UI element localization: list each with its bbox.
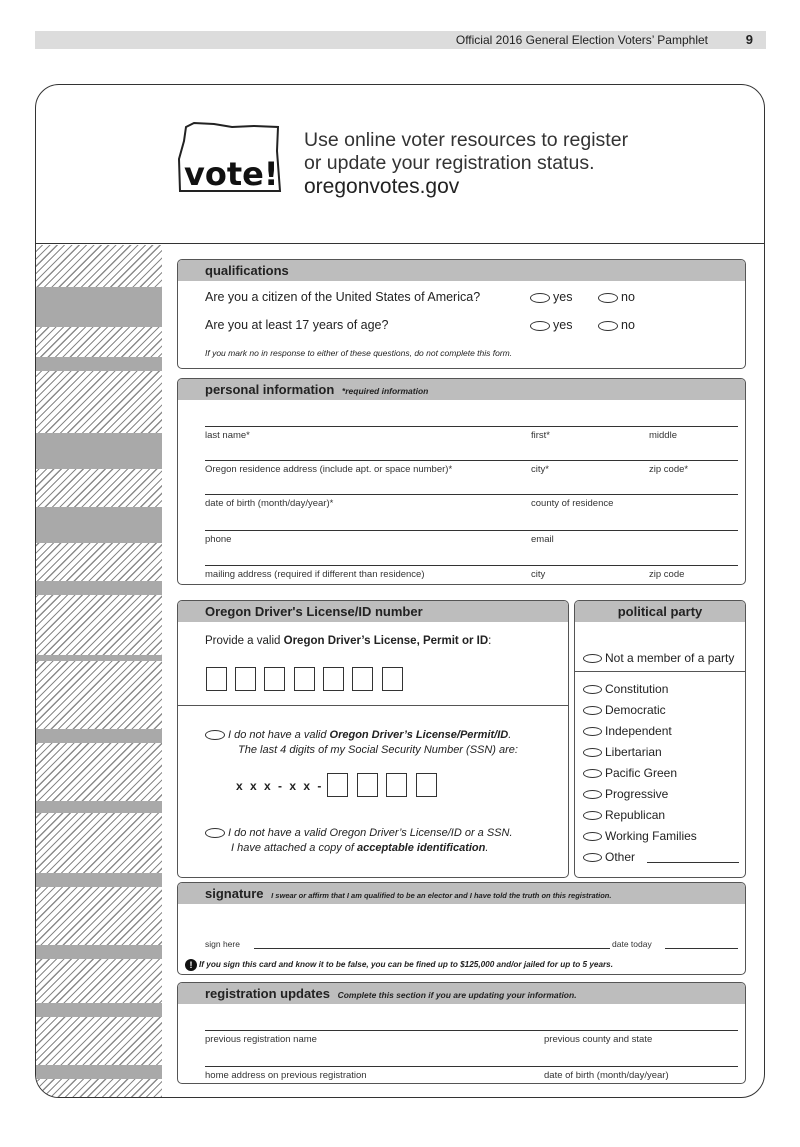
- prev-dob-label: date of birth (month/day/year): [544, 1070, 669, 1081]
- intro-text: [304, 129, 628, 198]
- mailing-zip-label: zip code: [649, 569, 685, 580]
- party-libertarian[interactable]: Libertarian: [583, 745, 662, 759]
- license-digit-box[interactable]: [294, 667, 315, 691]
- license-digit-box[interactable]: [235, 667, 256, 691]
- ssn-digit-box[interactable]: [357, 773, 378, 797]
- license-title: Oregon Driver's License/ID number: [178, 601, 568, 622]
- email-label: email: [531, 534, 554, 545]
- license-digit-box[interactable]: [264, 667, 285, 691]
- page-number: 9: [745, 32, 753, 47]
- no-license-option[interactable]: I do not have a valid Oregon Driver’s License/Permit/ID. The last 4 digits of my Social Security Number (SSN) are:: [205, 728, 518, 758]
- home-address-label: home address on previous registration: [205, 1070, 367, 1081]
- fraud-warning: ! If you sign this card and know it to be false, you can be fined up to $125,000 and/or jailed for up to 5 years.: [185, 959, 613, 971]
- middle-name-label: middle: [649, 430, 677, 441]
- updates-section: [177, 982, 746, 1084]
- prev-county-label: previous county and state: [544, 1034, 653, 1045]
- signature-line[interactable]: [254, 948, 610, 949]
- warning-icon: !: [185, 959, 197, 971]
- license-digit-box[interactable]: [323, 667, 344, 691]
- ssn-instruction: The last 4 digits of my Social Security Number (SSN) are:: [238, 744, 518, 756]
- age-yes[interactable]: yes: [530, 318, 572, 332]
- ssn-digit-box[interactable]: [416, 773, 437, 797]
- party-progressive[interactable]: Progressive: [583, 787, 668, 801]
- party-constitution[interactable]: Constitution: [583, 682, 668, 696]
- age-no[interactable]: no: [598, 318, 635, 332]
- qualifications-title: qualifications: [178, 260, 745, 281]
- signature-oath: I swear or affirm that I am qualified to be an elector and I have told the truth on this registration.: [271, 891, 612, 900]
- logo-text: vote!: [184, 155, 279, 193]
- license-instruction: Provide a valid Oregon Driver’s License, Permit or ID:: [205, 635, 492, 647]
- phone-label: phone: [205, 534, 232, 545]
- prev-name-label: previous registration name: [205, 1034, 317, 1045]
- citizen-no[interactable]: no: [598, 290, 635, 304]
- citizen-yes[interactable]: yes: [530, 290, 572, 304]
- age-question: Are you at least 17 years of age?: [205, 318, 389, 332]
- license-digit-box[interactable]: [352, 667, 373, 691]
- ssn-mask: x x x - x x -: [236, 779, 324, 793]
- first-name-label: first*: [531, 430, 550, 441]
- license-digit-box[interactable]: [206, 667, 227, 691]
- oregon-vote-logo: [174, 121, 286, 197]
- party-independent[interactable]: Independent: [583, 724, 672, 738]
- county-label: county of residence: [531, 498, 614, 509]
- party-not-member[interactable]: Not a member of a party: [583, 651, 734, 665]
- party-democratic[interactable]: Democratic: [583, 703, 666, 717]
- intro-line-1: Use online voter resources to register: [304, 129, 629, 151]
- updates-subtitle: Complete this section if you are updating your information.: [337, 990, 577, 1000]
- license-digit-box[interactable]: [382, 667, 403, 691]
- qualifications-section: [177, 259, 746, 369]
- intro-line-2: or update your registration status.: [304, 152, 595, 174]
- decorative-stripes: [36, 245, 162, 1097]
- qualifications-note: If you mark no in response to either of these questions, do not complete this form.: [205, 348, 513, 358]
- personal-info-section: [177, 378, 746, 585]
- license-section: [177, 600, 569, 878]
- city-required-label: city*: [531, 464, 549, 475]
- ssn-digit-box[interactable]: [327, 773, 348, 797]
- party-working-families[interactable]: Working Families: [583, 829, 697, 843]
- required-note: *required information: [341, 386, 429, 396]
- page-header: [35, 31, 766, 49]
- party-republican[interactable]: Republican: [583, 808, 665, 822]
- party-title: political party: [575, 601, 745, 622]
- mailing-city-label: city: [531, 569, 546, 580]
- personal-info-header: personal information *required information: [178, 379, 745, 400]
- signature-header: signature I swear or affirm that I am qualified to be an elector and I have told the truth on this registration.: [178, 883, 745, 904]
- mailing-label: mailing address (required if different than residence): [205, 569, 425, 580]
- pamphlet-title: Official 2016 General Election Voters’ Pamphlet: [455, 33, 708, 47]
- date-line[interactable]: [665, 948, 738, 949]
- party-section: [574, 600, 746, 878]
- date-today-label: date today: [612, 939, 652, 949]
- no-ssn-option[interactable]: I do not have a valid Oregon Driver’s License/ID or a SSN. I have attached a copy of acceptable identification.: [205, 826, 513, 856]
- residence-label: Oregon residence address (include apt. or space number)*: [205, 464, 453, 475]
- sign-here-label: sign here: [205, 939, 240, 949]
- updates-header: registration updates Complete this section if you are updating your information.: [178, 983, 745, 1004]
- party-other[interactable]: Other: [583, 850, 635, 864]
- last-name-label: last name*: [205, 430, 250, 441]
- registration-card: [35, 84, 765, 1098]
- zip-required-label: zip code*: [649, 464, 689, 475]
- oregonvotes-link[interactable]: oregonvotes.gov: [304, 175, 460, 198]
- party-pacific-green[interactable]: Pacific Green: [583, 766, 677, 780]
- dob-label: date of birth (month/day/year)*: [205, 498, 334, 509]
- ssn-digit-box[interactable]: [386, 773, 407, 797]
- citizen-question: Are you a citizen of the United States of America?: [205, 290, 481, 304]
